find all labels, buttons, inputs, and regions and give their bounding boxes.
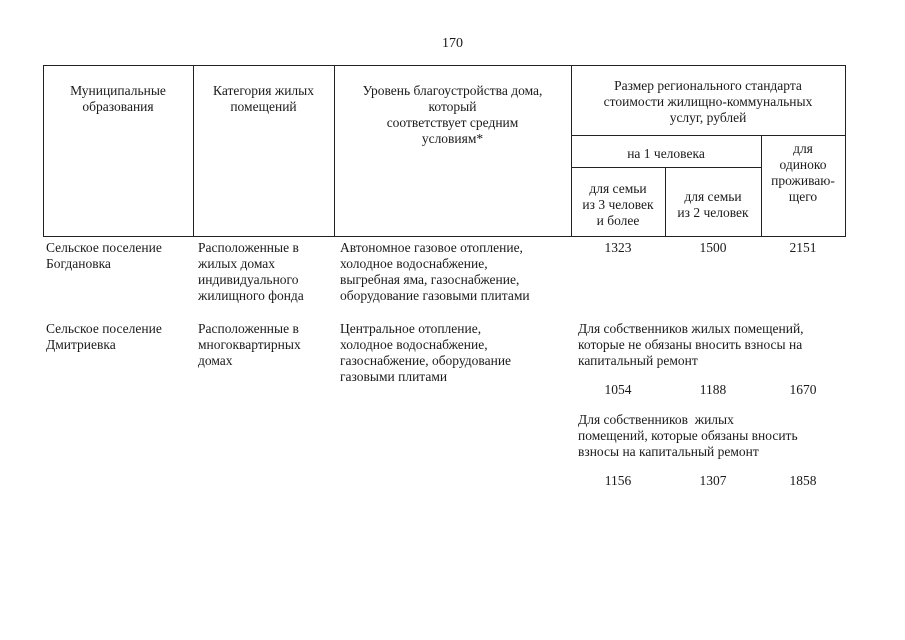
cell-text: капитальный ремонт xyxy=(578,353,698,368)
row2a-value-single: 1670 xyxy=(789,382,817,397)
row2-note-no-repair xyxy=(578,321,848,369)
cell-text: Для собственников жилых xyxy=(578,412,734,427)
header-municipalities xyxy=(43,83,193,115)
cell-text: взносы на капитальный ремонт xyxy=(578,444,759,459)
row1-level xyxy=(340,240,572,304)
header-text: одиноко xyxy=(779,157,827,172)
header-text: из 3 человек xyxy=(582,197,654,212)
header-text: услуг, рублей xyxy=(669,110,747,125)
header-text: и более xyxy=(596,213,640,228)
header-text: для xyxy=(793,141,813,156)
row2a-value-family3: 1054 xyxy=(604,382,632,397)
right-border xyxy=(845,65,846,237)
cell-text: жилых домах xyxy=(198,256,276,271)
table-top-border xyxy=(43,65,846,66)
cell-text: домах xyxy=(198,353,233,368)
cell-text: помещений, которые обязаны вносить xyxy=(578,428,798,443)
cell-text: Автономное газовое отопление, xyxy=(340,240,523,255)
row2b-value-single: 1858 xyxy=(789,473,817,488)
header-per-person: на 1 человека xyxy=(627,146,705,161)
header-comfort-level xyxy=(334,83,571,147)
group-divider xyxy=(571,135,846,136)
cell-text: выгребная яма, газоснабжение, xyxy=(340,272,520,287)
header-text: для семьи xyxy=(589,181,647,196)
header-text: который xyxy=(428,99,477,114)
header-text: Размер регионального стандарта xyxy=(614,78,802,93)
page-number: 170 xyxy=(442,36,463,51)
header-bottom-border xyxy=(43,236,846,237)
header-category xyxy=(193,83,334,115)
row2a-value-family2: 1188 xyxy=(699,382,727,397)
cell-text: холодное водоснабжение, xyxy=(340,256,488,271)
cell-text: Богдановка xyxy=(46,256,111,271)
cell-text: оборудование газовыми плитами xyxy=(340,288,530,303)
header-text: стоимости жилищно-коммунальных xyxy=(603,94,813,109)
header-single xyxy=(761,141,845,205)
per-person-divider xyxy=(571,167,761,168)
row2b-value-family2: 1307 xyxy=(699,473,727,488)
header-text: образования xyxy=(82,99,154,114)
cell-text: жилищного фонда xyxy=(198,288,304,303)
header-text: щего xyxy=(788,189,818,204)
cell-text: индивидуального xyxy=(198,272,299,287)
row2-level xyxy=(340,321,572,385)
header-text: Категория жилых xyxy=(213,83,314,98)
header-text: из 2 человек xyxy=(677,205,749,220)
cell-text: Расположенные в xyxy=(198,321,299,336)
row1-value-single: 2151 xyxy=(789,240,817,255)
cell-text: Для собственников жилых помещений, xyxy=(578,321,804,336)
row1-category xyxy=(198,240,334,304)
header-standard-size xyxy=(571,78,845,126)
row1-value-family3: 1323 xyxy=(604,240,632,255)
cell-text: Дмитриевка xyxy=(46,337,116,352)
cell-text: многоквартирных xyxy=(198,337,301,352)
cell-text: Центральное отопление, xyxy=(340,321,482,336)
row2-category xyxy=(198,321,334,369)
cell-text: газовыми плитами xyxy=(340,369,448,384)
header-text: соответствует средним xyxy=(386,115,519,130)
cell-text: холодное водоснабжение, xyxy=(340,337,488,352)
row1-value-family2: 1500 xyxy=(699,240,727,255)
cell-text: газоснабжение, оборудование xyxy=(340,353,512,368)
header-text: условиям* xyxy=(421,131,484,146)
cell-text: которые не обязаны вносить взносы на xyxy=(578,337,803,352)
header-text: помещений xyxy=(230,99,297,114)
header-family-2 xyxy=(665,189,761,221)
header-text: Уровень благоустройства дома, xyxy=(362,83,543,98)
header-text: Муниципальные xyxy=(70,83,166,98)
cell-text: Расположенные в xyxy=(198,240,299,255)
header-family-3plus xyxy=(571,181,665,229)
row2b-value-family3: 1156 xyxy=(604,473,632,488)
row2-municipality xyxy=(46,321,194,353)
cell-text: Сельское поселение xyxy=(46,240,162,255)
row2-note-with-repair xyxy=(578,412,848,460)
header-text: проживаю- xyxy=(771,173,835,188)
header-text: для семьи xyxy=(684,189,742,204)
cell-text: Сельское поселение xyxy=(46,321,162,336)
row1-municipality xyxy=(46,240,194,272)
